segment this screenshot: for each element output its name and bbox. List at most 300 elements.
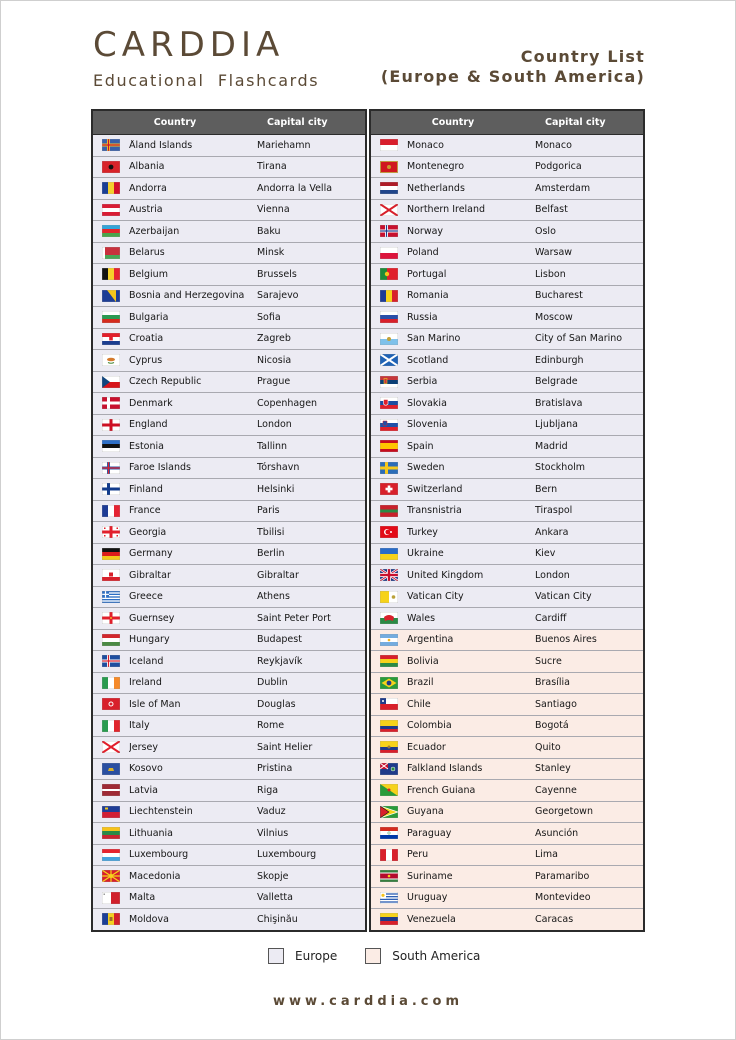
flag-cell <box>93 483 129 495</box>
flag-cell <box>371 741 407 753</box>
capital-city: Andorra la Vella <box>257 182 333 194</box>
table-body-right <box>371 135 643 930</box>
country-name: Norway <box>407 225 444 237</box>
country-name: Turkey <box>407 526 438 538</box>
capital-city: Saint Peter Port <box>257 612 331 624</box>
capital-city: Baku <box>257 225 281 237</box>
footer-url: www.carddia.com <box>273 994 463 1009</box>
country-name: Slovakia <box>407 397 447 409</box>
country-name: United Kingdom <box>407 569 484 581</box>
country-name: Malta <box>129 892 156 904</box>
flag-cell <box>371 763 407 775</box>
country-name: Brazil <box>407 677 434 689</box>
country-name: Georgia <box>129 526 167 538</box>
table-row <box>93 243 365 265</box>
slovenia-flag-icon <box>380 419 398 431</box>
flag-cell <box>93 720 129 732</box>
capital-city: Moscow <box>535 311 573 323</box>
colombia-flag-icon <box>380 720 398 732</box>
table-row <box>93 888 365 910</box>
capital-city: Amsterdam <box>535 182 591 194</box>
table-row <box>371 823 643 845</box>
table-row <box>93 458 365 480</box>
uk-flag-icon <box>380 569 398 581</box>
table-row <box>93 501 365 523</box>
country-name: Moldova <box>129 913 169 925</box>
capital-city: Caracas <box>535 913 574 925</box>
table-row <box>371 307 643 329</box>
table-row <box>93 372 365 394</box>
germany-flag-icon <box>102 548 120 560</box>
table-row <box>371 565 643 587</box>
flag-cell <box>93 548 129 560</box>
flag-cell <box>93 634 129 646</box>
table-row <box>371 329 643 351</box>
malta-flag-icon <box>102 892 120 904</box>
country-name: Germany <box>129 548 173 560</box>
gibraltar-flag-icon <box>102 569 120 581</box>
table-row <box>371 221 643 243</box>
table-row <box>371 286 643 308</box>
flag-cell <box>93 870 129 882</box>
flag-cell <box>93 462 129 474</box>
flag-cell <box>93 376 129 388</box>
hungary-flag-icon <box>102 634 120 646</box>
country-name: Bulgaria <box>129 311 169 323</box>
table-row <box>93 544 365 566</box>
capital-city: Athens <box>257 591 290 603</box>
country-name: Denmark <box>129 397 173 409</box>
capital-city: Sucre <box>535 655 562 667</box>
flag-cell <box>371 440 407 452</box>
venezuela-flag-icon <box>380 913 398 925</box>
capital-city: Brussels <box>257 268 297 280</box>
table-row <box>93 845 365 867</box>
capital-city: Tiraspol <box>535 505 573 517</box>
ukraine-flag-icon <box>380 548 398 560</box>
flag-cell <box>93 311 129 323</box>
flag-cell <box>371 827 407 839</box>
country-name: Transnistria <box>407 505 462 517</box>
region-legend <box>268 948 508 964</box>
flag-cell <box>371 204 407 216</box>
northern-ireland-flag-icon <box>380 204 398 216</box>
flag-cell <box>371 268 407 280</box>
table-header <box>371 111 643 135</box>
country-name: Slovenia <box>407 419 448 431</box>
capital-city: Quito <box>535 741 561 753</box>
table-row <box>371 780 643 802</box>
legend-europe-label: Europe <box>295 949 338 963</box>
table-row <box>93 608 365 630</box>
table-row <box>93 716 365 738</box>
capital-city: Sarajevo <box>257 290 299 302</box>
table-row <box>371 243 643 265</box>
table-row <box>371 200 643 222</box>
table-row <box>371 178 643 200</box>
flag-cell <box>93 354 129 366</box>
capital-city: Stockholm <box>535 462 586 474</box>
flag-cell <box>93 526 129 538</box>
table-row <box>93 630 365 652</box>
country-name: Azerbaijan <box>129 225 180 237</box>
country-name: Belgium <box>129 268 168 280</box>
moldova-flag-icon <box>102 913 120 925</box>
flag-cell <box>93 569 129 581</box>
flag-cell <box>371 612 407 624</box>
title-line-2: (Europe & South America) <box>380 67 645 86</box>
country-name: Albania <box>129 161 165 173</box>
capital-city: Brasília <box>535 677 570 689</box>
scotland-flag-icon <box>380 354 398 366</box>
flag-cell <box>371 849 407 861</box>
country-name: San Marino <box>407 333 461 345</box>
country-name: Guernsey <box>129 612 175 624</box>
table-body-left <box>93 135 365 930</box>
table-row <box>371 759 643 781</box>
bolivia-flag-icon <box>380 655 398 667</box>
table-row <box>93 264 365 286</box>
table-row <box>371 694 643 716</box>
uruguay-flag-icon <box>380 892 398 904</box>
flag-cell <box>93 333 129 345</box>
country-name: Ecuador <box>407 741 446 753</box>
sweden-flag-icon <box>380 462 398 474</box>
logo-text: CARDDIA <box>93 25 285 65</box>
country-name: Macedonia <box>129 870 181 882</box>
country-name: Venezuela <box>407 913 456 925</box>
flag-cell <box>93 806 129 818</box>
capital-city: Nicosia <box>257 354 292 366</box>
turkey-flag-icon <box>380 526 398 538</box>
table-row <box>371 264 643 286</box>
flag-cell <box>93 612 129 624</box>
table-row <box>93 436 365 458</box>
country-name: Andorra <box>129 182 167 194</box>
capital-city: Helsinki <box>257 483 295 495</box>
country-name: Vatican City <box>407 591 464 603</box>
flag-cell <box>371 892 407 904</box>
country-name: Netherlands <box>407 182 465 194</box>
capital-city: Zagreb <box>257 333 291 345</box>
table-row <box>93 200 365 222</box>
country-name: Gibraltar <box>129 569 171 581</box>
flag-cell <box>371 247 407 259</box>
romania-flag-icon <box>380 290 398 302</box>
table-header <box>93 111 365 135</box>
table-row <box>371 608 643 630</box>
liechtenstein-flag-icon <box>102 806 120 818</box>
capital-city: Valletta <box>257 892 293 904</box>
faroe-flag-icon <box>102 462 120 474</box>
document-title <box>381 47 645 87</box>
country-name: Ireland <box>129 677 162 689</box>
country-name: Czech Republic <box>129 376 202 388</box>
serbia-flag-icon <box>380 376 398 388</box>
table-row <box>93 178 365 200</box>
table-row <box>93 866 365 888</box>
flag-cell <box>371 634 407 646</box>
capital-city: London <box>535 569 570 581</box>
capital-city: Tallinn <box>257 440 288 452</box>
capital-city: Ljubljana <box>535 419 578 431</box>
capital-city: Saint Helier <box>257 741 313 753</box>
country-name: Hungary <box>129 634 170 646</box>
flag-cell <box>371 784 407 796</box>
guyana-flag-icon <box>380 806 398 818</box>
capital-city: Madrid <box>535 440 568 452</box>
country-name: Romania <box>407 290 449 302</box>
luxembourg-flag-icon <box>102 849 120 861</box>
flag-cell <box>93 161 129 173</box>
table-row <box>371 673 643 695</box>
country-name: Finland <box>129 483 163 495</box>
table-row <box>93 350 365 372</box>
country-name: Liechtenstein <box>129 806 193 818</box>
flag-cell <box>93 763 129 775</box>
capital-city: Pristina <box>257 763 293 775</box>
country-name: Russia <box>407 311 438 323</box>
country-name: Guyana <box>407 806 444 818</box>
flag-cell <box>93 849 129 861</box>
aland-flag-icon <box>102 139 120 151</box>
flag-cell <box>371 419 407 431</box>
capital-city: Stanley <box>535 763 571 775</box>
flag-cell <box>371 720 407 732</box>
capital-city: Vaduz <box>257 806 286 818</box>
france-flag-icon <box>102 505 120 517</box>
chile-flag-icon <box>380 698 398 710</box>
table-row <box>93 415 365 437</box>
capital-city: Prague <box>257 376 291 388</box>
andorra-flag-icon <box>102 182 120 194</box>
albania-flag-icon <box>102 161 120 173</box>
table-row <box>93 479 365 501</box>
flag-cell <box>93 892 129 904</box>
country-name: Suriname <box>407 870 453 882</box>
table-row <box>371 737 643 759</box>
capital-city: Bucharest <box>535 290 583 302</box>
capital-city: London <box>257 419 292 431</box>
flag-cell <box>93 827 129 839</box>
country-name: Sweden <box>407 462 445 474</box>
flag-cell <box>371 139 407 151</box>
flag-cell <box>371 806 407 818</box>
flag-cell <box>371 913 407 925</box>
table-row <box>93 651 365 673</box>
table-row <box>93 737 365 759</box>
capital-city: Kiev <box>535 548 556 560</box>
croatia-flag-icon <box>102 333 120 345</box>
country-name: Luxembourg <box>129 849 189 861</box>
capital-city: Chişinău <box>257 913 298 925</box>
south-america-swatch <box>365 948 381 964</box>
country-name: Poland <box>407 247 439 259</box>
macedonia-flag-icon <box>102 870 120 882</box>
bosnia-flag-icon <box>102 290 120 302</box>
transnistria-flag-icon <box>380 505 398 517</box>
flag-cell <box>371 505 407 517</box>
capital-city: Lima <box>535 849 559 861</box>
flag-cell <box>93 268 129 280</box>
estonia-flag-icon <box>102 440 120 452</box>
capital-city: Copenhagen <box>257 397 318 409</box>
flag-cell <box>93 591 129 603</box>
country-name: Jersey <box>129 741 158 753</box>
iceland-flag-icon <box>102 655 120 667</box>
capital-city: Gibraltar <box>257 569 299 581</box>
capital-city: Belfast <box>535 204 568 216</box>
country-table-left <box>91 109 367 932</box>
country-name: Belarus <box>129 247 165 259</box>
country-name: Bolivia <box>407 655 439 667</box>
table-row <box>93 909 365 930</box>
flag-cell <box>371 569 407 581</box>
capital-city: Sofia <box>257 311 281 323</box>
country-name: Austria <box>129 204 163 216</box>
europe-swatch <box>268 948 284 964</box>
belarus-flag-icon <box>102 247 120 259</box>
table-row <box>93 823 365 845</box>
brand-block <box>93 25 319 90</box>
georgia-flag-icon <box>102 526 120 538</box>
flag-cell <box>93 698 129 710</box>
country-name: France <box>129 505 161 517</box>
table-row <box>93 307 365 329</box>
table-row <box>371 544 643 566</box>
table-row <box>371 845 643 867</box>
country-name: Spain <box>407 440 434 452</box>
country-name: Peru <box>407 849 429 861</box>
capital-city: Skopje <box>257 870 289 882</box>
capital-city: Monaco <box>535 139 572 151</box>
ecuador-flag-icon <box>380 741 398 753</box>
country-name: Chile <box>407 698 431 710</box>
flag-cell <box>371 526 407 538</box>
table-row <box>93 286 365 308</box>
country-name: French Guiana <box>407 784 476 796</box>
flag-cell <box>93 290 129 302</box>
capital-city: Edinburgh <box>535 354 584 366</box>
country-name: Iceland <box>129 655 164 667</box>
table-row <box>371 630 643 652</box>
flag-cell <box>93 913 129 925</box>
isle-of-man-flag-icon <box>102 698 120 710</box>
capital-city: Asunción <box>535 827 579 839</box>
table-row <box>93 587 365 609</box>
flag-cell <box>93 247 129 259</box>
country-name: Serbia <box>407 376 438 388</box>
table-row <box>371 157 643 179</box>
table-row <box>371 415 643 437</box>
country-name: Uruguay <box>407 892 448 904</box>
denmark-flag-icon <box>102 397 120 409</box>
england-flag-icon <box>102 419 120 431</box>
country-table-right <box>369 109 645 932</box>
flag-cell <box>93 419 129 431</box>
capital-city: Ankara <box>535 526 569 538</box>
country-name: Greece <box>129 591 163 603</box>
capital-city: Douglas <box>257 698 296 710</box>
flag-cell <box>371 376 407 388</box>
legend-south-america-label: South America <box>392 949 481 963</box>
header-country: Country <box>153 117 197 128</box>
capital-city: Oslo <box>535 225 556 237</box>
cyprus-flag-icon <box>102 354 120 366</box>
country-name: Faroe Islands <box>129 462 192 474</box>
latvia-flag-icon <box>102 784 120 796</box>
bulgaria-flag-icon <box>102 311 120 323</box>
flag-cell <box>371 161 407 173</box>
capital-city: Vienna <box>257 204 290 216</box>
flag-cell <box>371 677 407 689</box>
monaco-flag-icon <box>380 139 398 151</box>
capital-city: Tirana <box>257 161 287 173</box>
country-name: Latvia <box>129 784 158 796</box>
flag-cell <box>371 591 407 603</box>
country-name: Isle of Man <box>129 698 181 710</box>
flag-cell <box>93 139 129 151</box>
table-row <box>93 802 365 824</box>
table-row <box>371 501 643 523</box>
table-row <box>371 372 643 394</box>
capital-city: Lisbon <box>535 268 566 280</box>
country-name: Italy <box>129 720 150 732</box>
capital-city: Minsk <box>257 247 285 259</box>
capital-city: Vilnius <box>257 827 289 839</box>
flag-cell <box>93 505 129 517</box>
capital-city: Paramaribo <box>535 870 590 882</box>
san-marino-flag-icon <box>380 333 398 345</box>
switzerland-flag-icon <box>380 483 398 495</box>
header-country: Country <box>431 117 475 128</box>
flag-cell <box>371 333 407 345</box>
brand-tagline: Educational Flashcards <box>93 71 320 90</box>
capital-city: Podgorica <box>535 161 582 173</box>
table-row <box>93 522 365 544</box>
portugal-flag-icon <box>380 268 398 280</box>
flag-cell <box>371 182 407 194</box>
table-row <box>93 673 365 695</box>
country-name: Colombia <box>407 720 452 732</box>
ireland-flag-icon <box>102 677 120 689</box>
slovakia-flag-icon <box>380 397 398 409</box>
table-row <box>93 694 365 716</box>
table-row <box>93 393 365 415</box>
flag-cell <box>371 354 407 366</box>
falkland-flag-icon <box>380 763 398 775</box>
capital-city: Mariehamn <box>257 139 311 151</box>
table-row <box>93 759 365 781</box>
table-row <box>371 458 643 480</box>
poland-flag-icon <box>380 247 398 259</box>
country-name: Falkland Islands <box>407 763 483 775</box>
suriname-flag-icon <box>380 870 398 882</box>
table-row <box>371 888 643 910</box>
country-name: Kosovo <box>129 763 163 775</box>
country-name: Monaco <box>407 139 444 151</box>
kosovo-flag-icon <box>102 763 120 775</box>
capital-city: Tbilisi <box>257 526 285 538</box>
french-guiana-flag-icon <box>380 784 398 796</box>
netherlands-flag-icon <box>380 182 398 194</box>
lithuania-flag-icon <box>102 827 120 839</box>
country-name: Estonia <box>129 440 164 452</box>
table-row <box>371 716 643 738</box>
table-row <box>371 350 643 372</box>
brand-logo <box>93 25 319 65</box>
flag-cell <box>371 397 407 409</box>
